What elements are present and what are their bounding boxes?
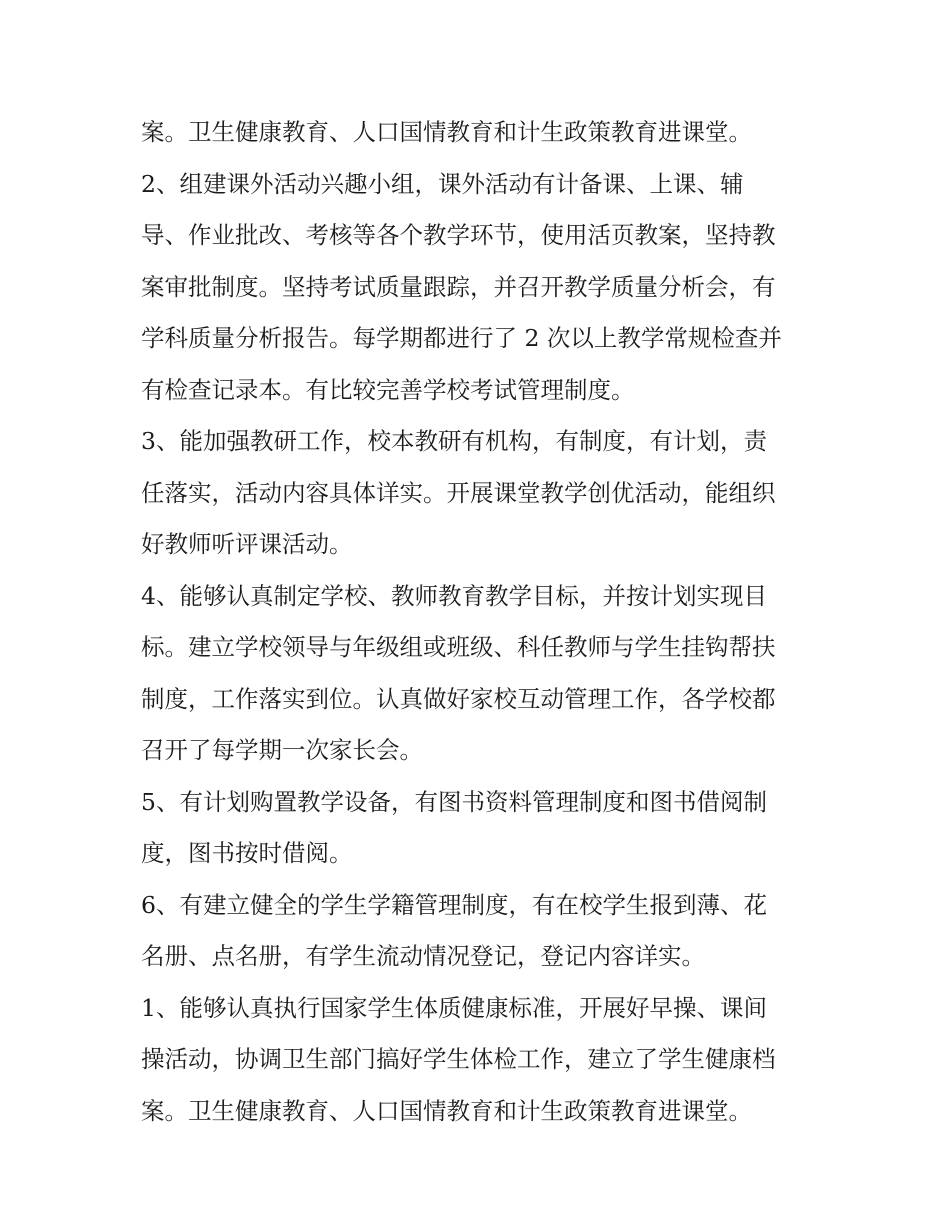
text-line: 2、组建课外活动兴趣小组，课外活动有计备课、上课、辅 bbox=[141, 169, 744, 198]
text-line: 操活动，协调卫生部门搞好学生体检工作，建立了学生健康档 bbox=[141, 1045, 776, 1073]
text-line: 6、有建立健全的学生学籍管理制度，有在校学生报到薄、花 bbox=[141, 890, 767, 919]
text-line: 任落实，活动内容具体详实。开展课堂教学创优活动，能组织 bbox=[141, 478, 776, 507]
text-line: 1、能够认真执行国家学生体质健康标准，开展好早操、课间 bbox=[141, 993, 767, 1022]
text-line: 导、作业批改、考核等各个教学环节，使用活页教案，坚持教 bbox=[141, 221, 776, 249]
text-line: 案审批制度。坚持考试质量跟踪，并召开教学质量分析会，有 bbox=[141, 272, 776, 301]
text-line: 3、能加强教研工作，校本教研有机构，有制度，有计划，责 bbox=[141, 427, 767, 455]
text-line: 标。建立学校领导与年级组或班级、科任教师与学生挂钩帮扶 bbox=[141, 633, 776, 661]
text-line: 4、能够认真制定学校、教师教育教学目标，并按计划实现目 bbox=[141, 581, 767, 610]
text-line: 好教师听评课活动。 bbox=[141, 530, 353, 558]
text-line: 5、有计划购置教学设备，有图书资料管理制度和图书借阅制 bbox=[141, 787, 767, 816]
text-line: 名册、点名册，有学生流动情况登记，登记内容详实。 bbox=[141, 942, 705, 970]
text-line: 案。卫生健康教育、人口国情教育和计生政策教育进课堂。 bbox=[141, 1096, 752, 1125]
text-line: 制度，工作落实到位。认真做好家校互动管理工作，各学校都 bbox=[141, 684, 776, 713]
document-body bbox=[141, 107, 831, 1137]
text-line: 案。卫生健康教育、人口国情教育和计生政策教育进课堂。 bbox=[141, 118, 752, 146]
text-line: 召开了每学期一次家长会。 bbox=[141, 736, 423, 764]
text-line: 学科质量分析报告。每学期都进行了 2 次以上教学常规检查并 bbox=[141, 324, 782, 352]
text-line: 度，图书按时借阅。 bbox=[141, 839, 353, 867]
text-line: 有检查记录本。有比较完善学校考试管理制度。 bbox=[141, 375, 635, 404]
